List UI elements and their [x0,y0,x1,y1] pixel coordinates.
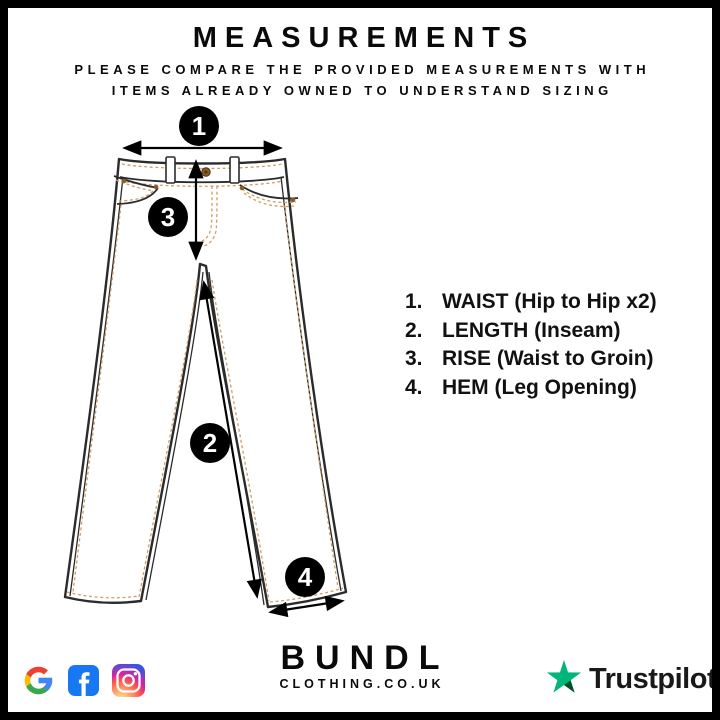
marker-2 [190,423,230,463]
trustpilot-star-icon [545,660,583,698]
svg-text:1: 1 [191,111,207,141]
legend-number: 2. [405,318,423,342]
legend-number: 4. [405,375,423,399]
legend-number: 1. [405,290,423,313]
brand-name: BUNDL [280,639,450,677]
svg-text:4: 4 [297,562,313,592]
legend-label: HEM (Leg Opening) [442,375,637,399]
legend-item-hem [405,376,695,405]
marker-3 [148,197,188,237]
legend-item-rise [405,347,695,376]
jeans-outline [65,159,346,607]
jeans-diagram [40,95,370,630]
page-title: MEASUREMENTS [192,22,536,54]
trustpilot-logo [545,660,716,698]
subtitle-line-1: PLEASE COMPARE THE PROVIDED MEASUREMENTS WITH [74,62,651,77]
legend-item-length [405,319,695,348]
marker-4 [285,557,325,597]
marker-1 [179,106,219,146]
legend-number: 3. [405,347,423,371]
svg-text:2: 2 [202,428,218,458]
legend-item-waist [405,290,695,319]
subtitle-line-2: ITEMS ALREADY OWNED TO UNDERSTAND SIZING [111,82,613,98]
measurement-legend [405,290,695,404]
trustpilot-wordmark: Trustpilot [589,662,717,695]
legend-label: RISE (Waist to Groin) [442,347,654,371]
legend-label: LENGTH (Inseam) [442,318,621,342]
legend-label: WAIST (Hip to Hip x2) [442,290,657,313]
svg-text:3: 3 [160,202,176,232]
brand-domain: CLOTHING.CO.UK [279,677,445,691]
